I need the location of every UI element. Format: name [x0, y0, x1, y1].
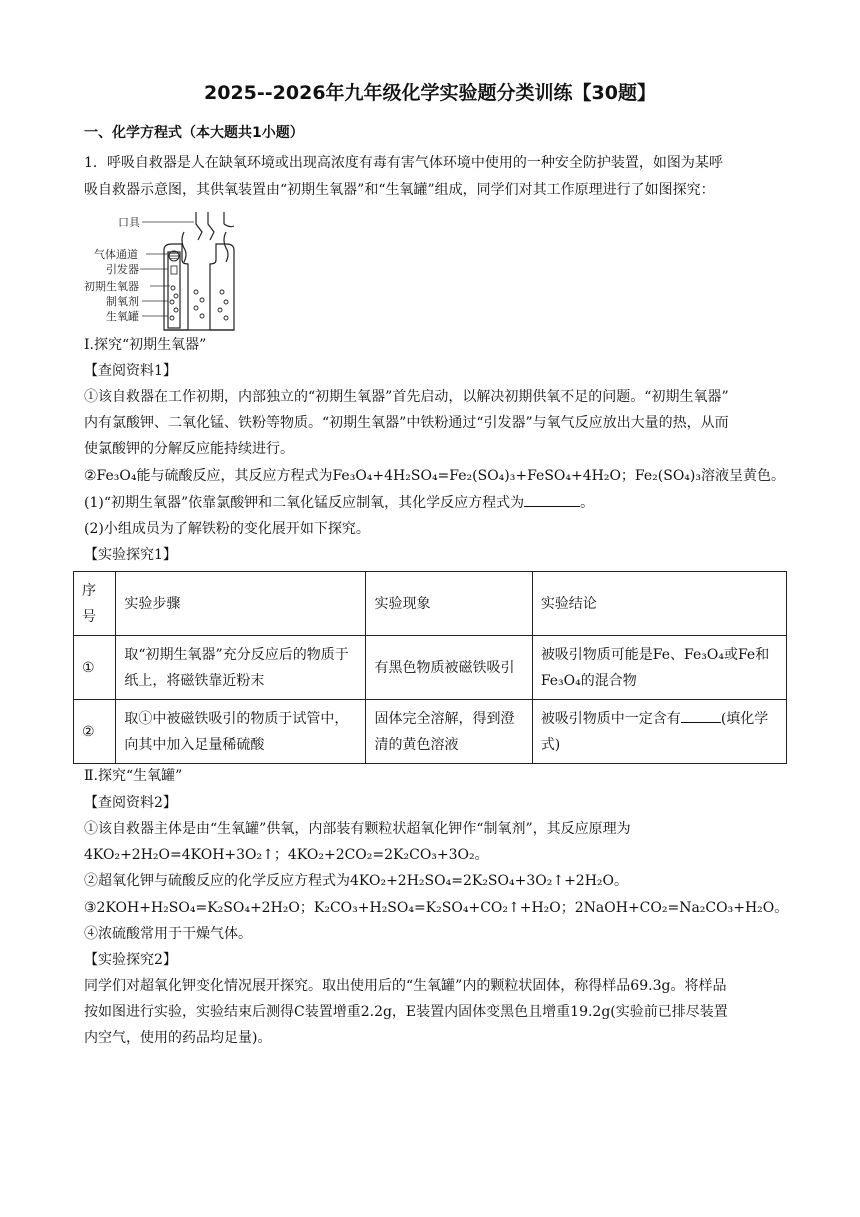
reference1-line-4: ②Fe₃O₄能与硫酸反应，其反应方程式为Fe₃O₄+4H₂SO₄=Fe₂(SO₄)₃+FeSO₄+4H₂O；Fe₂(SO₄)₃溶液呈黄色。	[84, 468, 785, 484]
question-1: (1)“初期生氧器”依靠氯酸钾和二氧化锰反应制氧，其化学反应方程式为 。	[84, 490, 784, 516]
part2-title: Ⅱ.探究“生氧罐”	[84, 768, 183, 784]
label-gas-channel: 气体通道	[94, 248, 138, 261]
section-heading: 一、化学方程式（本大题共1小题）	[84, 125, 304, 141]
header-step: 实验步骤	[116, 572, 366, 636]
reference1-line-3: 使氯酸钾的分解反应能持续进行。	[84, 441, 294, 457]
experiment2-line-3: 内空气，使用的药品均足量)。	[84, 1030, 272, 1046]
question-1-text: (1)“初期生氧器”依靠氯酸钾和二氧化锰反应制氧，其化学反应方程式为	[84, 495, 525, 511]
question-intro-line-2: 吸自救器示意图，其供氧装置由“初期生氧器”和“生氧罐”组成，同学们对其工作原理进行了如图探究：	[84, 182, 715, 198]
part1-title: I.探究“初期生氧器”	[84, 337, 207, 353]
reference2-line-4: ③2KOH+H₂SO₄=K₂SO₄+2H₂O；K₂CO₃+H₂SO₄=K₂SO₄+CO₂↑+H₂O；2NaOH+CO₂=Na₂CO₃+H₂O。	[84, 900, 789, 916]
reference2-title: 【查阅资料2】	[84, 795, 177, 811]
table-row: ① 取“初期生氧器”充分反应后的物质于纸上，将磁铁靠近粉末 有黑色物质被磁铁吸引 被吸引物质可能是Fe、Fe₃O₄或Fe和Fe₃O₄的混合物	[74, 636, 787, 700]
header-conclusion: 实验结论	[532, 572, 786, 636]
reference1-title: 【查阅资料1】	[84, 363, 177, 379]
conclusion-with-blank: 被吸引物质中一定含有 (填化学式)	[532, 700, 786, 764]
self-rescuer-diagram	[84, 210, 254, 338]
experiment2-title: 【实验探究2】	[84, 952, 177, 968]
reference2-line-2: 4KO₂+2H₂O=4KOH+3O₂↑；4KO₂+2CO₂=2K₂CO₃+3O₂。	[84, 847, 489, 863]
experiment2-line-2: 按如图进行实验，实验结束后测得C装置增重2.2g，E装置内固体变黑色且增重19.2g(实验前已排尽装置	[84, 1004, 728, 1020]
reference1-line-1: ①该自救器在工作初期，内部独立的“初期生氧器”首先启动，以解决初期供氧不足的问题。“初期生氧器”	[84, 389, 729, 405]
header-no: 序号	[74, 572, 116, 636]
reference2-line-5: ④浓硫酸常用于干燥气体。	[84, 926, 252, 942]
question-intro-line-1: 1．呼吸自救器是人在缺氧环境或出现高浓度有毒有害气体环境中使用的一种安全防护装置，如图为某呼	[84, 155, 723, 171]
experiment1-title: 【实验探究1】	[84, 547, 177, 563]
table-header-row	[74, 572, 787, 636]
label-oxygen-canister: 生氧罐	[106, 310, 139, 323]
reference1-line-2: 内有氯酸钾、二氧化锰、铁粉等物质。“初期生氧器”中铁粉通过“引发器”与氧气反应放出大量的热，从而	[84, 415, 729, 431]
page-title: 2025--2026年九年级化学实验题分类训练【30题】	[204, 82, 656, 104]
experiment2-line-1: 同学们对超氧化钾变化情况展开探究。取出使用后的“生氧罐”内的颗粒状固体，称得样品69.3g。将样品	[84, 978, 727, 994]
label-igniter: 引发器	[106, 263, 139, 276]
experiment-table	[73, 571, 787, 764]
label-mouthpiece: 口具	[118, 216, 140, 229]
question-2: (2)小组成员为了解铁粉的变化展开如下探究。	[84, 521, 370, 537]
label-oxygen-agent: 制氧剂	[106, 295, 139, 308]
reference2-line-1: ①该自救器主体是由“生氧罐”供氧，内部装有颗粒状超氧化钾作“制氧剂”，其反应原理为	[84, 821, 631, 837]
answer-blank-1[interactable]	[524, 491, 580, 507]
label-initial-oxygen-generator: 初期生氧器	[84, 280, 139, 293]
table-row: ② 取①中被磁铁吸引的物质于试管中，向其中加入足量稀硫酸 固体完全溶解，得到澄清的黄色溶液 被吸引物质中一定含有 (填化学式)	[74, 700, 787, 764]
answer-blank-2[interactable]	[681, 707, 721, 723]
header-phenomenon: 实验现象	[366, 572, 532, 636]
reference2-line-3: ②超氧化钾与硫酸反应的化学反应方程式为4KO₂+2H₂SO₄=2K₂SO₄+3O₂↑+2H₂O。	[84, 873, 629, 889]
